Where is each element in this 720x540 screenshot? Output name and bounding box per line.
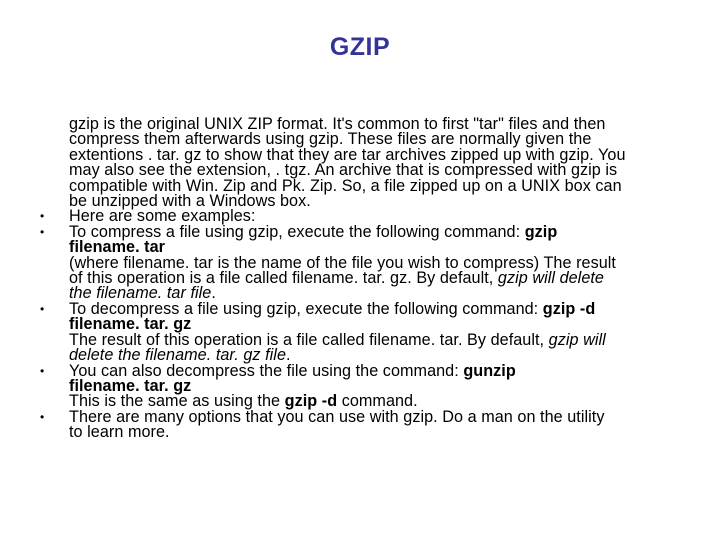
text-run: compress them afterwards using gzip. These files are normally given the [69, 130, 592, 149]
command-text: filename. tar. gz [69, 315, 192, 334]
text-line [69, 425, 690, 440]
text-run: . [286, 346, 291, 365]
text-run: To decompress a file using gzip, execute the following command: [69, 299, 543, 318]
bullet-item [40, 299, 690, 365]
emphasis-text: delete the filename. tar. gz file [69, 346, 287, 365]
command-text: gzip -d [284, 392, 338, 411]
emphasis-text: gzip will [548, 330, 606, 349]
text-run: be unzipped with a Windows box. [69, 192, 311, 211]
text-run: Here are some examples: [69, 207, 256, 226]
slide-body [40, 117, 690, 441]
bullet-marker: • [40, 209, 45, 224]
intro-paragraph [40, 117, 690, 209]
command-text: filename. tar. gz [69, 376, 192, 395]
text-run: This is the same as using the [69, 392, 285, 411]
slide-title: GZIP [329, 33, 391, 61]
bullet-item [40, 407, 690, 442]
text-run: compatible with Win. Zip and Pk. Zip. So, a file zipped up on a UNIX box can [69, 176, 622, 195]
bullet-item [40, 361, 690, 411]
bullet-marker: • [40, 301, 45, 316]
text-run: (where filename. tar is the name of the file you wish to compress) The result [69, 253, 616, 272]
command-text: gunzip [463, 361, 516, 380]
command-text: filename. tar [69, 238, 166, 257]
command-text: gzip [524, 222, 558, 241]
text-run: gzip is the original UNIX ZIP format. It's common to first "tar" files and then [69, 115, 606, 133]
bullet-item [40, 222, 690, 303]
bullet-marker: • [40, 224, 45, 239]
text-run: You can also decompress the file using the command: [69, 361, 464, 380]
text-run: To compress a file using gzip, execute the following command: [69, 222, 525, 241]
text-run: . [211, 284, 216, 303]
emphasis-text: the filename. tar file [69, 284, 212, 303]
bullet-marker: • [40, 409, 45, 424]
text-run: extentions . tar. gz to show that they are tar archives zipped up with gzip. You [69, 145, 626, 164]
bullet-marker: • [40, 363, 45, 378]
command-text: gzip -d [542, 299, 596, 318]
text-run: to learn more. [69, 423, 170, 442]
text-run: may also see the extension, . tgz. An archive that is compressed with gzip is [69, 161, 618, 180]
text-run: command. [337, 392, 418, 411]
emphasis-text: gzip will delete [497, 269, 604, 288]
text-run: The result of this operation is a file called filename. tar. By default, [69, 330, 549, 349]
text-run: There are many options that you can use with gzip. Do a man on the utility [69, 407, 605, 426]
text-run: of this operation is a file called filename. tar. gz. By default, [69, 269, 498, 288]
